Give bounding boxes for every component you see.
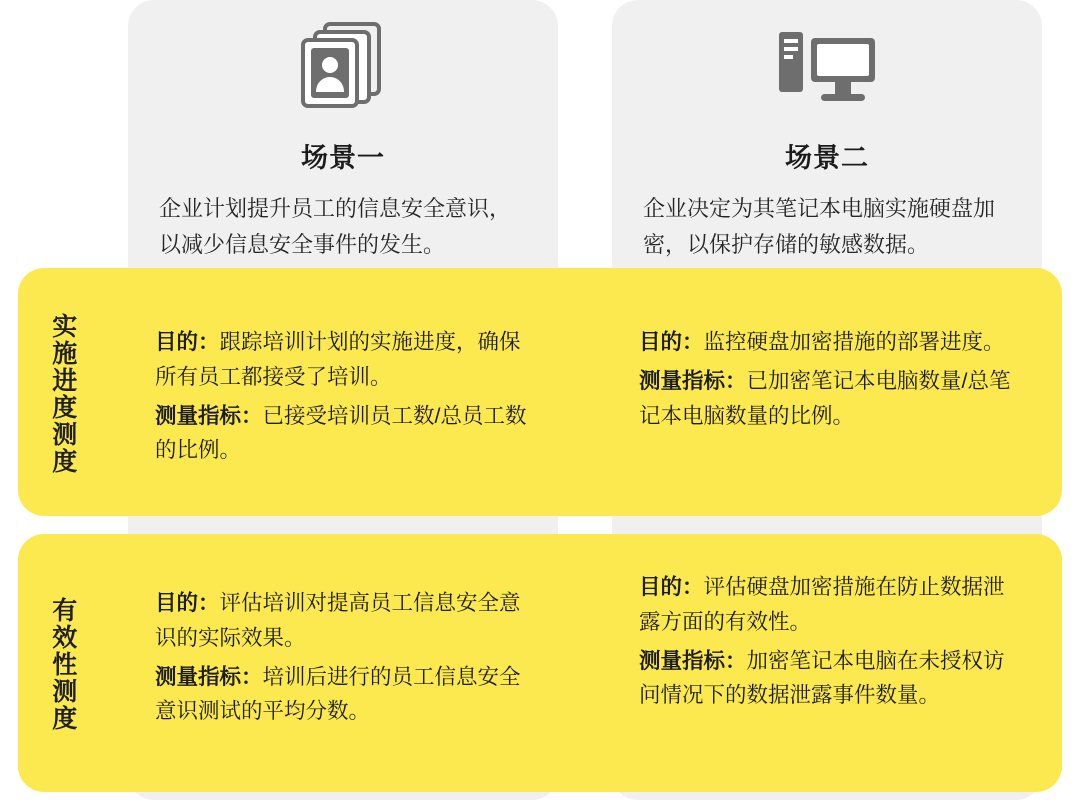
purpose-text: 跟踪培训计划的实施进度，确保所有员工都接受了培训。 bbox=[155, 330, 521, 389]
purpose-label: 目的： bbox=[639, 575, 704, 599]
scenario-header-2 bbox=[627, 18, 1027, 262]
metric-text: 加密笔记本电脑在未授权访问情况下的数据泄露事件数量。 bbox=[639, 648, 1005, 708]
metric-label: 测量指标： bbox=[155, 403, 263, 428]
scenario-description-2: 企业决定为其笔记本电脑实施硬盘加密，以保护存储的敏感数据。 bbox=[643, 196, 996, 257]
cell-effectiveness-scenario1 bbox=[155, 586, 541, 729]
purpose-label: 目的： bbox=[155, 591, 220, 615]
cell-implementation-scenario1 bbox=[155, 325, 541, 468]
metric-label: 测量指标： bbox=[155, 664, 263, 689]
purpose-text: 监控硬盘加密措施的部署进度。 bbox=[703, 330, 1005, 354]
scenario-description-1: 企业计划提升员工的信息安全意识，以减少信息安全事件的发生。 bbox=[159, 196, 512, 257]
cell-effectiveness-scenario2 bbox=[639, 570, 1025, 713]
purpose-text: 评估硬盘加密措施在防止数据泄露方面的有效性。 bbox=[639, 575, 1005, 634]
row-label-effectiveness: 有效性测度 bbox=[48, 596, 77, 732]
scenario-header-1 bbox=[143, 18, 543, 262]
cell-implementation-scenario2 bbox=[639, 325, 1025, 433]
purpose-text: 评估培训对提高员工信息安全意识的实际效果。 bbox=[155, 591, 521, 650]
desktop-computer-icon bbox=[627, 18, 1027, 114]
purpose-label: 目的： bbox=[639, 330, 704, 354]
scenario-title-1: 场景一 bbox=[301, 143, 385, 173]
metric-text: 培训后进行的员工信息安全意识测试的平均分数。 bbox=[155, 664, 521, 724]
metric-label: 测量指标： bbox=[639, 648, 747, 673]
metric-label: 测量指标： bbox=[639, 368, 747, 393]
metric-text: 已接受培训员工数/总员工数的比例。 bbox=[155, 403, 527, 463]
purpose-label: 目的： bbox=[155, 330, 220, 354]
id-cards-icon bbox=[143, 18, 543, 114]
metric-text: 已加密笔记本电脑数量/总笔记本电脑数量的比例。 bbox=[639, 368, 1011, 428]
row-label-implementation-progress: 实施进度测度 bbox=[48, 313, 77, 475]
scenario-title-2: 场景二 bbox=[785, 143, 869, 173]
